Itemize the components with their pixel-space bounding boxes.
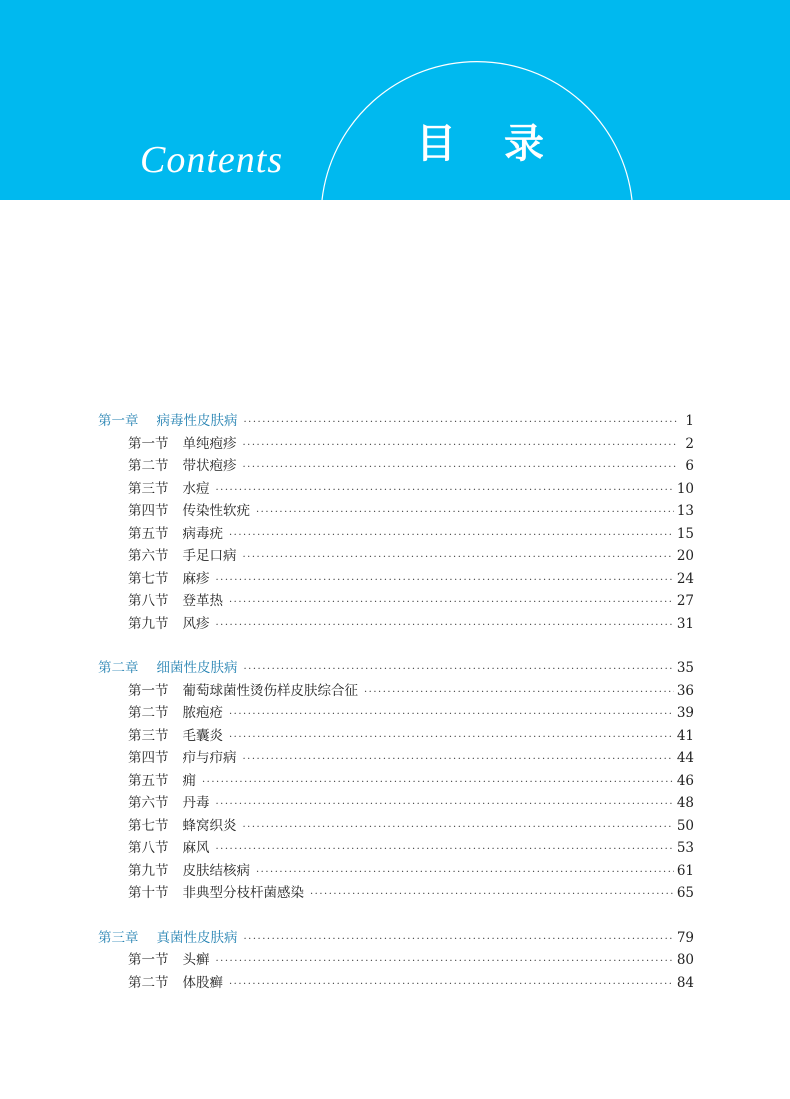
toc-page-number: 24 [676,570,694,587]
page-title [416,112,544,169]
toc-number: 第四节 [128,503,169,519]
title-char-2: 录 [504,121,544,167]
toc-number: 第八节 [128,840,169,856]
toc-number: 第一节 [128,435,169,452]
title-char-1: 目 [416,121,456,167]
toc-leader-dots [229,727,674,749]
toc-number: 第五节 [128,772,169,789]
toc-number: 第三章 [98,929,139,946]
toc-section-row[interactable] [98,433,694,455]
toc-section-row[interactable] [98,882,694,904]
toc-page-number: 39 [676,705,694,721]
toc-page-number: 84 [676,974,694,991]
toc-leader-dots [256,502,674,524]
toc-section-row[interactable] [98,792,694,814]
toc-leader-dots [310,884,674,906]
toc-section-row[interactable] [98,523,694,545]
toc-leader-dots [244,659,674,681]
toc-section-row[interactable] [98,590,694,612]
toc-title: 细菌性皮肤病 [156,660,238,676]
toc-section-row[interactable] [98,568,694,590]
toc-number: 第二节 [128,458,169,474]
toc-page-number: 80 [676,952,694,968]
toc-section-row[interactable] [98,702,694,724]
toc-leader-dots [243,749,674,771]
toc-number: 第七节 [128,570,169,587]
toc-page-number: 48 [676,795,694,811]
toc-title: 体股癣 [182,974,223,991]
toc-title: 皮肤结核病 [182,862,250,879]
toc-page-number: 41 [676,727,694,744]
toc-section-row[interactable] [98,545,694,567]
toc-number: 第九节 [128,862,169,879]
toc-title: 头癣 [182,952,210,968]
toc-leader-dots [216,570,674,592]
toc-leader-dots [243,457,678,479]
toc-leader-dots [216,615,674,637]
toc-title: 登革热 [182,593,223,609]
toc-number: 第一节 [128,682,169,699]
toc-page-number: 2 [685,435,694,452]
arc-decoration [0,0,790,200]
toc-number: 第四节 [128,750,169,766]
toc-page-number: 50 [676,817,694,834]
toc-section-row[interactable] [98,837,694,859]
toc-title: 水痘 [182,480,210,497]
toc-number: 第一章 [98,413,139,429]
toc-title: 麻风 [182,840,210,856]
toc-page-number: 44 [676,750,694,766]
toc-number: 第九节 [128,615,169,632]
toc-title: 传染性软疣 [182,503,250,519]
toc-page-number: 15 [676,525,694,542]
toc-section-row[interactable] [98,747,694,769]
toc-leader-dots [243,547,674,569]
toc-page-number: 10 [676,480,694,497]
toc-leader-dots [202,772,674,794]
toc-title: 单纯疱疹 [182,435,237,452]
toc-page-number: 36 [676,682,694,699]
toc-title: 疖与疖病 [182,750,237,766]
toc-chapter-row[interactable] [98,410,694,432]
toc-title: 病毒性皮肤病 [156,413,238,429]
toc-number: 第三节 [128,480,169,497]
toc-page-number: 79 [676,929,694,946]
toc-section-row[interactable] [98,680,694,702]
toc-page-number: 35 [676,660,694,676]
toc-leader-dots [216,794,674,816]
toc-title: 病毒疣 [182,525,223,542]
toc-number: 第六节 [128,548,169,564]
toc-page-number: 20 [676,548,694,564]
toc-number: 第二节 [128,974,169,991]
toc-number: 第六节 [128,795,169,811]
toc-page-number: 61 [676,862,694,879]
toc-leader-dots [244,412,678,434]
toc-leader-dots [229,704,674,726]
toc-section-row[interactable] [98,725,694,747]
toc-leader-dots [243,817,674,839]
toc-page-number: 53 [676,840,694,856]
toc-title: 毛囊炎 [182,727,223,744]
toc-title: 葡萄球菌性烫伤样皮肤综合征 [182,682,358,699]
toc-title: 痈 [182,772,196,789]
toc-number: 第二节 [128,705,169,721]
toc-number: 第一节 [128,952,169,968]
toc-leader-dots [216,951,674,973]
contents-label: Contents [140,139,284,181]
toc-page-number: 1 [685,413,694,429]
toc-chapter-row[interactable] [98,927,694,949]
toc-page-number: 6 [685,458,694,474]
toc-chapter-row[interactable] [98,657,694,679]
toc-title: 非典型分枝杆菌感染 [182,885,304,901]
toc-title: 脓疱疮 [182,705,223,721]
toc-title: 真菌性皮肤病 [156,929,238,946]
toc-leader-dots [364,682,674,704]
toc-page-number: 46 [676,772,694,789]
toc-leader-dots [216,839,674,861]
toc-leader-dots [216,480,674,502]
toc-number: 第二章 [98,660,139,676]
toc-section-row[interactable] [98,455,694,477]
toc-number: 第三节 [128,727,169,744]
toc-leader-dots [256,862,674,884]
toc-section-row[interactable] [98,478,694,500]
toc-leader-dots [244,929,674,951]
toc-section-row[interactable] [98,770,694,792]
toc-title: 蜂窝织炎 [182,817,237,834]
toc-number: 第七节 [128,817,169,834]
toc-section-row[interactable] [98,500,694,522]
toc-number: 第八节 [128,593,169,609]
toc-number: 第十节 [128,885,169,901]
toc-leader-dots [229,974,674,996]
toc-title: 麻疹 [182,570,210,587]
toc-section-row[interactable] [98,972,694,994]
toc-number: 第五节 [128,525,169,542]
toc-section-row[interactable] [98,949,694,971]
toc-title: 风疹 [182,615,210,632]
header-banner [0,0,790,200]
toc-title: 带状疱疹 [182,458,237,474]
toc-section-row[interactable] [98,860,694,882]
toc-section-row[interactable] [98,613,694,635]
toc-page-number: 27 [676,593,694,609]
toc-title: 手足口病 [182,548,237,564]
toc-page-number: 13 [676,503,694,519]
toc-leader-dots [243,435,678,457]
toc-page-number: 31 [676,615,694,632]
toc-page-number: 65 [676,885,694,901]
toc-title: 丹毒 [182,795,210,811]
toc-leader-dots [229,592,674,614]
toc-section-row[interactable] [98,815,694,837]
toc-leader-dots [229,525,674,547]
